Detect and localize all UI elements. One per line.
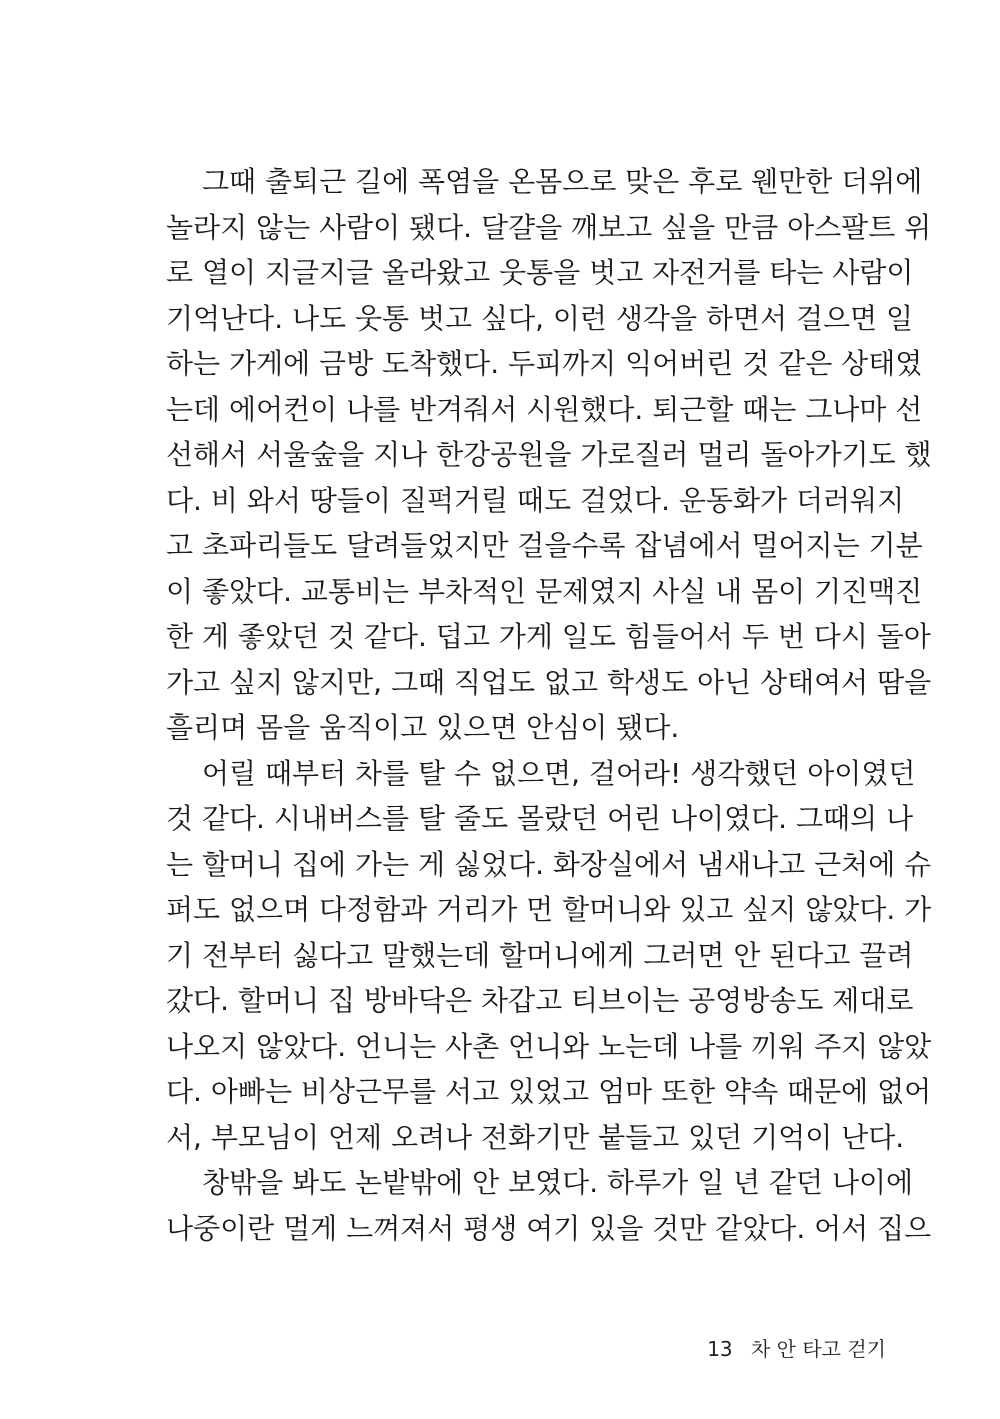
paragraph-1-line: 다. 비 와서 땅들이 질퍽거릴 때도 걸었다. 운동화가 더러워지 — [166, 483, 905, 517]
paragraph-3-line: 나중이란 멀게 느껴져서 평생 여기 있을 것만 같았다. 어서 집으 — [166, 1211, 932, 1245]
paragraph-1-line: 선해서 서울숲을 지나 한강공원을 가로질러 멀리 돌아가기도 했 — [166, 438, 932, 471]
paragraph-2-line: 는 할머니 집에 가는 게 싫었다. 화장실에서 냄새나고 근처에 슈 — [166, 847, 932, 881]
paragraph-1-line: 놀라지 않는 사람이 됐다. 달걀을 깨보고 싶을 만큼 아스팔트 위 — [166, 210, 932, 244]
paragraph-2-line: 서, 부모님이 언제 오려나 전화기만 붙들고 있던 기억이 난다. — [166, 1120, 905, 1154]
paragraph-1-line: 로 열이 지글지글 올라왔고 웃통을 벗고 자전거를 타는 사람이 — [166, 256, 914, 289]
paragraph-1-line: 가고 싶지 않지만, 그때 직업도 없고 학생도 아닌 상태여서 땀을 — [166, 665, 932, 699]
paragraph-1-line: 한 게 좋았던 것 같다. 덥고 가게 일도 힘들어서 두 번 다시 돌아 — [166, 620, 931, 653]
paragraph-2-line: 어릴 때부터 차를 탈 수 없으면, 걸어라! 생각했던 아이였던 — [202, 756, 916, 790]
paragraph-2-line: 갔다. 할머니 집 방바닥은 차갑고 티브이는 공영방송도 제대로 — [166, 984, 914, 1017]
paragraph-1-line: 그때 출퇴근 길에 폭염을 온몸으로 맞은 후로 웬만한 더위에 — [202, 165, 923, 198]
paragraph-1-line: 고 초파리들도 달려들었지만 걸을수록 잡념에서 멀어지는 기분 — [166, 529, 923, 562]
paragraph-2-line: 퍼도 없으며 다정함과 거리가 먼 할머니와 있고 싶지 않았다. 가 — [166, 893, 932, 926]
paragraph-1-line: 이 좋았다. 교통비는 부차적인 문제였지 사실 내 몸이 기진맥진 — [166, 574, 923, 608]
page-body — [166, 159, 932, 1251]
running-chapter-title: 차 안 타고 걷기 — [751, 1337, 886, 1361]
page-footer — [707, 1335, 886, 1363]
paragraph-1-line: 흘리며 몸을 움직이고 있으면 안심이 됐다. — [166, 711, 680, 744]
paragraph-2-line: 기 전부터 싫다고 말했는데 할머니에게 그러면 안 된다고 끌려 — [166, 938, 914, 972]
paragraph-1-line: 기억난다. 나도 웃통 벗고 싶다, 이런 생각을 하면서 걸으면 일 — [166, 301, 914, 335]
paragraph-3-line: 창밖을 봐도 논밭밖에 안 보였다. 하루가 일 년 같던 나이에 — [202, 1166, 914, 1199]
paragraph-2-line: 다. 아빠는 비상근무를 서고 있었고 엄마 또한 약속 때문에 없어 — [166, 1075, 932, 1108]
paragraph-2-line: 것 같다. 시내버스를 탈 줄도 몰랐던 어린 나이였다. 그때의 나 — [166, 802, 914, 835]
paragraph-1-line: 하는 가게에 금방 도착했다. 두피까지 익어버린 것 같은 상태였 — [166, 347, 923, 380]
paragraph-2-line: 나오지 않았다. 언니는 사촌 언니와 노는데 나를 끼워 주지 않았 — [166, 1029, 932, 1063]
paragraph-1-line: 는데 에어컨이 나를 반겨줘서 시원했다. 퇴근할 때는 그나마 선 — [166, 392, 923, 426]
page-number: 13 — [707, 1337, 733, 1361]
